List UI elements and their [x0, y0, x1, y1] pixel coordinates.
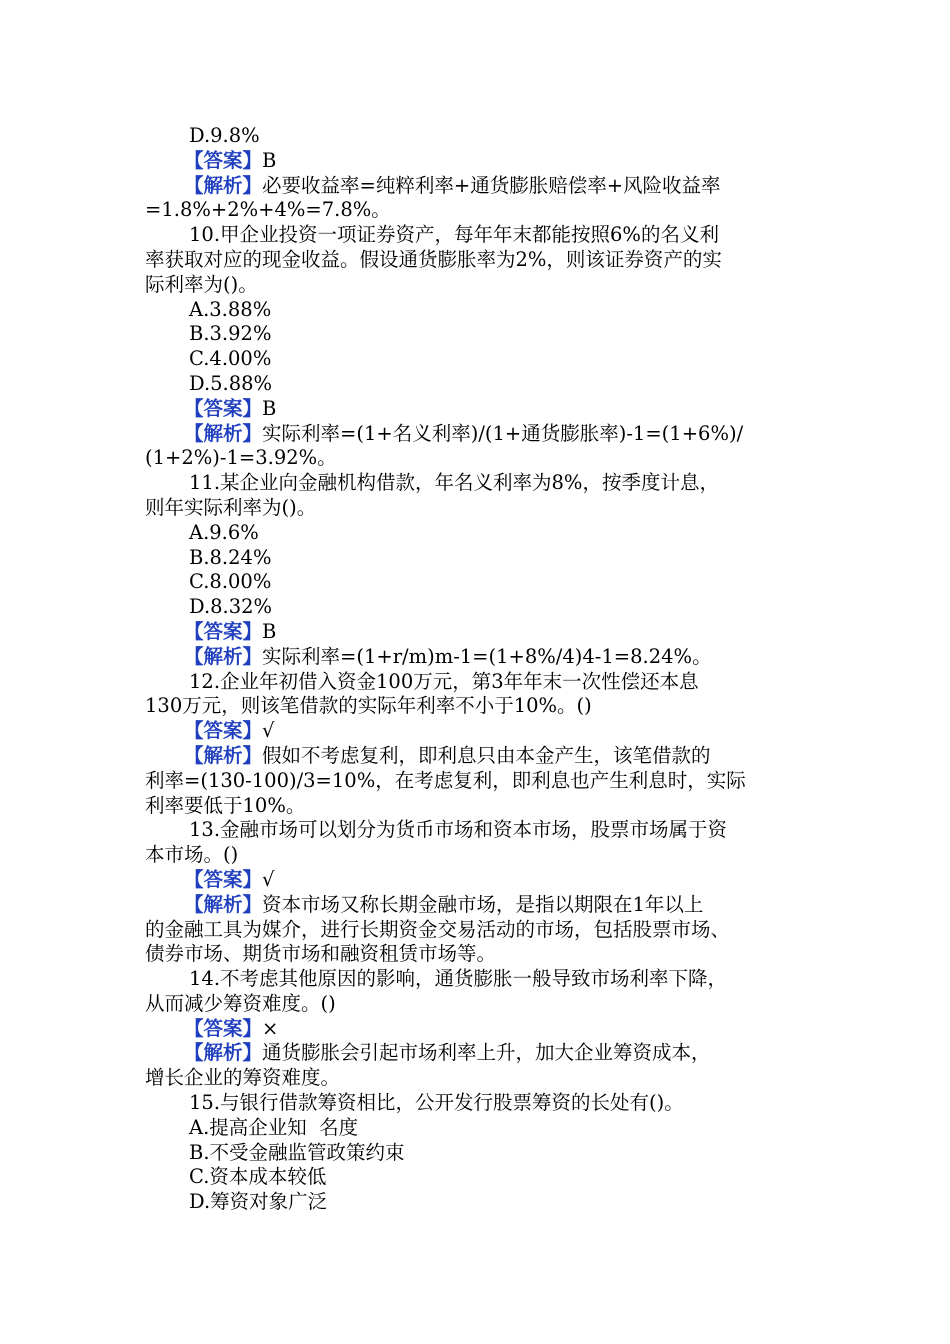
text-line [145, 942, 805, 967]
line-text: C.8.00% [189, 570, 272, 594]
line-text: B.8.24% [189, 545, 272, 569]
line-text: B [262, 619, 277, 643]
text-line [145, 546, 805, 571]
text-line [145, 521, 805, 546]
text-line [145, 794, 805, 819]
line-text: =1.8%+2%+4%=7.8%。 [145, 198, 391, 222]
text-line [145, 372, 805, 397]
line-text: 从而减少筹资难度。() [145, 991, 336, 1015]
answer-label: 【答案】 [184, 867, 263, 891]
line-text: 利率要低于10%。 [145, 793, 306, 817]
text-line [145, 992, 805, 1017]
line-text: D.筹资对象广泛 [189, 1190, 328, 1214]
line-text: 11.某企业向金融机构借款，年名义利率为8%，按季度计息， [189, 471, 719, 495]
line-text: B.不受金融监管政策约束 [189, 1140, 405, 1164]
text-line [145, 223, 805, 248]
explanation-label: 【解析】 [184, 1041, 263, 1065]
text-line [145, 843, 805, 868]
text-line [145, 1165, 805, 1190]
line-text: 通货膨胀会引起市场利率上升，加大企业筹资成本， [262, 1041, 711, 1065]
line-text: 15.与银行借款筹资相比，公开发行股票筹资的长处有()。 [189, 1091, 684, 1115]
document-page [145, 124, 805, 1215]
text-line [145, 595, 805, 620]
line-text: 实际利率=(1+r/m)m-1=(1+8%/4)4-1=8.24%。 [262, 644, 712, 668]
line-text: × [262, 1016, 279, 1040]
explanation-line [145, 893, 805, 918]
line-text: 必要收益率=纯粹利率+通货膨胀赔偿率+风险收益率 [262, 173, 721, 197]
line-text: 的金融工具为媒介，进行长期资金交易活动的市场，包括股票市场、 [145, 917, 731, 941]
explanation-label: 【解析】 [184, 743, 263, 767]
answer-line [145, 868, 805, 893]
explanation-label: 【解析】 [184, 421, 263, 445]
line-text: (1+2%)-1=3.92%。 [145, 446, 337, 470]
explanation-line [145, 1041, 805, 1066]
answer-label: 【答案】 [184, 148, 263, 172]
line-text: A.提高企业知 名度 [189, 1115, 359, 1139]
line-text: 12.企业年初借入资金100万元，第3年年末一次性偿还本息 [189, 669, 699, 693]
text-line [145, 1141, 805, 1166]
explanation-label: 【解析】 [184, 892, 263, 916]
answer-label: 【答案】 [184, 619, 263, 643]
text-line [145, 248, 805, 273]
line-text: D.8.32% [189, 595, 273, 619]
line-text: 10.甲企业投资一项证券资产，每年年末都能按照6%的名义利 [189, 223, 719, 247]
text-line [145, 818, 805, 843]
line-text: D.9.8% [189, 124, 260, 147]
line-text: √ [262, 719, 275, 743]
text-line [145, 1190, 805, 1215]
line-text: 假如不考虑复利，即利息只由本金产生，该笔借款的 [262, 743, 711, 767]
text-line [145, 471, 805, 496]
line-text: C.4.00% [189, 347, 272, 371]
answer-line [145, 1017, 805, 1042]
answer-line [145, 620, 805, 645]
line-text: 14.不考虑其他原因的影响，通货膨胀一般导致市场利率下降， [189, 967, 728, 991]
answer-label: 【答案】 [184, 1016, 263, 1040]
text-line [145, 1066, 805, 1091]
explanation-line [145, 422, 805, 447]
text-line [145, 1091, 805, 1116]
line-text: 本市场。() [145, 843, 239, 867]
line-text: √ [262, 867, 275, 891]
line-text: 增长企业的筹资难度。 [145, 1066, 341, 1090]
line-text: D.5.88% [189, 371, 273, 395]
explanation-line [145, 744, 805, 769]
text-line [145, 496, 805, 521]
line-text: 13.金融市场可以划分为货币市场和资本市场，股票市场属于资 [189, 818, 728, 842]
line-text: 债券市场、期货市场和融资租赁市场等。 [145, 942, 497, 966]
line-text: 利率=(130-100)/3=10%，在考虑复利，即利息也产生利息时，实际 [145, 768, 746, 792]
explanation-line [145, 645, 805, 670]
line-text: A.3.88% [189, 297, 272, 321]
line-text: B [262, 396, 277, 420]
line-text: C.资本成本较低 [189, 1165, 327, 1189]
text-line [145, 918, 805, 943]
text-line [145, 347, 805, 372]
explanation-label: 【解析】 [184, 644, 263, 668]
explanation-line [145, 174, 805, 199]
text-line [145, 1116, 805, 1141]
answer-label: 【答案】 [184, 719, 263, 743]
line-text: 则年实际利率为()。 [145, 495, 317, 519]
text-line [145, 967, 805, 992]
line-text: A.9.6% [189, 520, 259, 544]
answer-label: 【答案】 [184, 396, 263, 420]
text-line [145, 694, 805, 719]
answer-line [145, 397, 805, 422]
line-text: 际利率为()。 [145, 272, 258, 296]
line-text: 资本市场又称长期金融市场，是指以期限在1年以上 [262, 892, 704, 916]
text-line [145, 198, 805, 223]
answer-line [145, 719, 805, 744]
text-line [145, 769, 805, 794]
explanation-label: 【解析】 [184, 173, 263, 197]
text-line [145, 124, 805, 149]
text-line [145, 670, 805, 695]
line-text: 130万元，则该笔借款的实际年利率不小于10%。() [145, 694, 592, 718]
line-text: B [262, 148, 277, 172]
answer-line [145, 149, 805, 174]
line-text: 实际利率=(1+名义利率)/(1+通货膨胀率)-1=(1+6%)/ [262, 421, 744, 445]
text-line [145, 273, 805, 298]
line-text: B.3.92% [189, 322, 272, 346]
text-line [145, 570, 805, 595]
text-line [145, 322, 805, 347]
line-text: 率获取对应的现金收益。假设通货膨胀率为2%，则该证券资产的实 [145, 247, 722, 271]
text-line [145, 298, 805, 323]
text-line [145, 446, 805, 471]
